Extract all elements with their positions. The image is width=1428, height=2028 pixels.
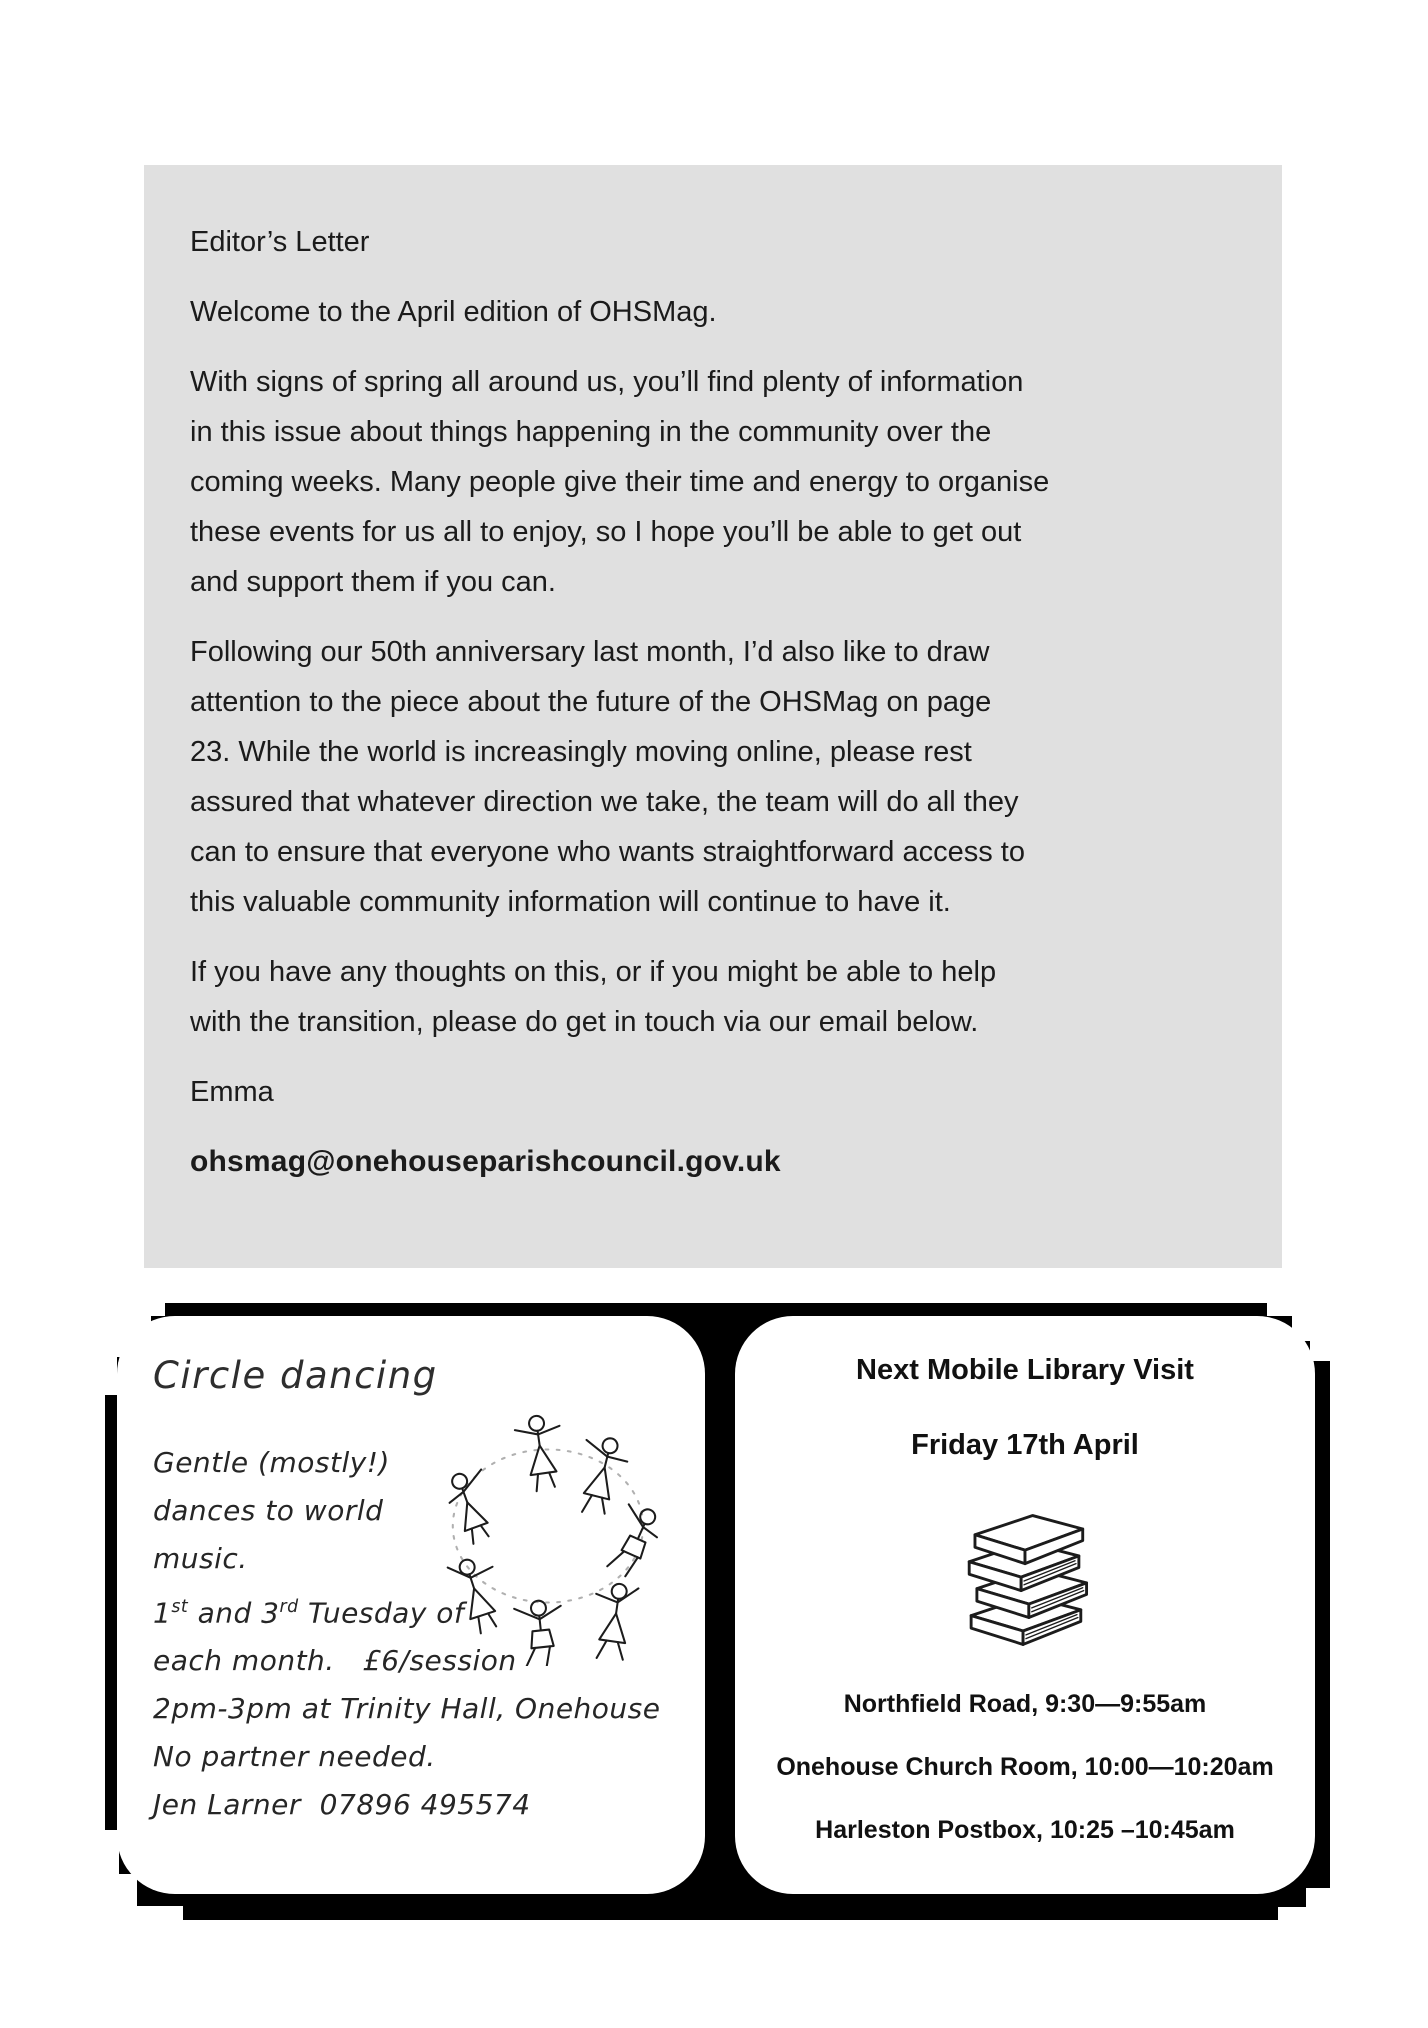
paragraph-line: assured that whatever direction we take, the team will do all they: [190, 786, 1019, 818]
paragraph-line: With signs of spring all around us, you’ll find plenty of information: [190, 366, 1024, 398]
editors-letter-intro: Welcome to the April edition of OHSMag.: [190, 296, 717, 328]
paragraph-line: these events for us all to enjoy, so I hope you’ll be able to get out: [190, 516, 1022, 548]
detail-line: Gentle (mostly!): [153, 1446, 390, 1479]
editors-letter-paragraph-2: [190, 627, 1242, 927]
detail-line: No partner needed.: [153, 1740, 436, 1774]
contact-line: Jen Larner 07896 495574: [153, 1788, 531, 1822]
detail-line-schedule: 1st and 3rd Tuesday of: [153, 1596, 465, 1630]
mobile-library-title: Next Mobile Library Visit: [856, 1354, 1194, 1386]
book-stack-icon: [747, 1504, 1303, 1656]
mobile-library-stops: [747, 1690, 1303, 1845]
circle-dancing-content: [153, 1354, 685, 1874]
library-stop: Northfield Road, 9:30—9:55am: [843, 1690, 1207, 1718]
mobile-library-date: Friday 17th April: [911, 1429, 1139, 1461]
circle-dancers-illustration: [425, 1386, 671, 1666]
corner-step: [105, 1303, 165, 1316]
paragraph-line: coming weeks. Many people give their time and energy to organise: [190, 466, 1050, 498]
circle-dancing-card: [117, 1316, 705, 1894]
paragraph-line: with the transition, please do get in touch via our email below.: [190, 1006, 979, 1038]
paragraph-line: 23. While the world is increasingly moving online, please rest: [190, 736, 972, 768]
mobile-library-card: [735, 1316, 1315, 1894]
corner-step: [1310, 1303, 1330, 1361]
bottom-adverts-band: [105, 1303, 1330, 1920]
editors-letter-paragraph-1: [190, 357, 1242, 607]
detail-line: dances to world: [153, 1494, 384, 1527]
editors-letter-panel: [144, 165, 1282, 1268]
detail-line: music.: [153, 1542, 248, 1575]
editors-letter-title: Editor’s Letter: [190, 226, 370, 258]
detail-line: each month. £6/session: [153, 1644, 517, 1678]
editors-letter-paragraph-3: [190, 947, 1242, 1047]
editor-email-link[interactable]: ohsmag@onehouseparishcouncil.gov.uk: [190, 1145, 781, 1178]
paragraph-line: can to ensure that everyone who wants straightforward access to: [190, 836, 1025, 868]
paragraph-line: Following our 50th anniversary last month, I’d also like to draw: [190, 636, 990, 668]
editor-signoff: Emma: [190, 1076, 274, 1108]
circle-dancing-title: Circle dancing: [153, 1354, 438, 1397]
paragraph-line: If you have any thoughts on this, or if you might be able to help: [190, 956, 997, 988]
paragraph-line: attention to the piece about the future of the OHSMag on page: [190, 686, 992, 718]
paragraph-line: this valuable community information will continue to have it.: [190, 886, 951, 918]
corner-step: [1306, 1888, 1330, 1920]
library-stop: Onehouse Church Room, 10:00—10:20am: [776, 1753, 1274, 1781]
paragraph-line: and support them if you can.: [190, 566, 556, 598]
library-stop: Harleston Postbox, 10:25 –10:45am: [815, 1816, 1235, 1844]
editors-letter-content: [190, 217, 1242, 1207]
mobile-library-content: [747, 1354, 1303, 1879]
detail-line: 2pm-3pm at Trinity Hall, Onehouse: [153, 1692, 661, 1726]
paragraph-line: in this issue about things happening in the community over the: [190, 416, 992, 448]
